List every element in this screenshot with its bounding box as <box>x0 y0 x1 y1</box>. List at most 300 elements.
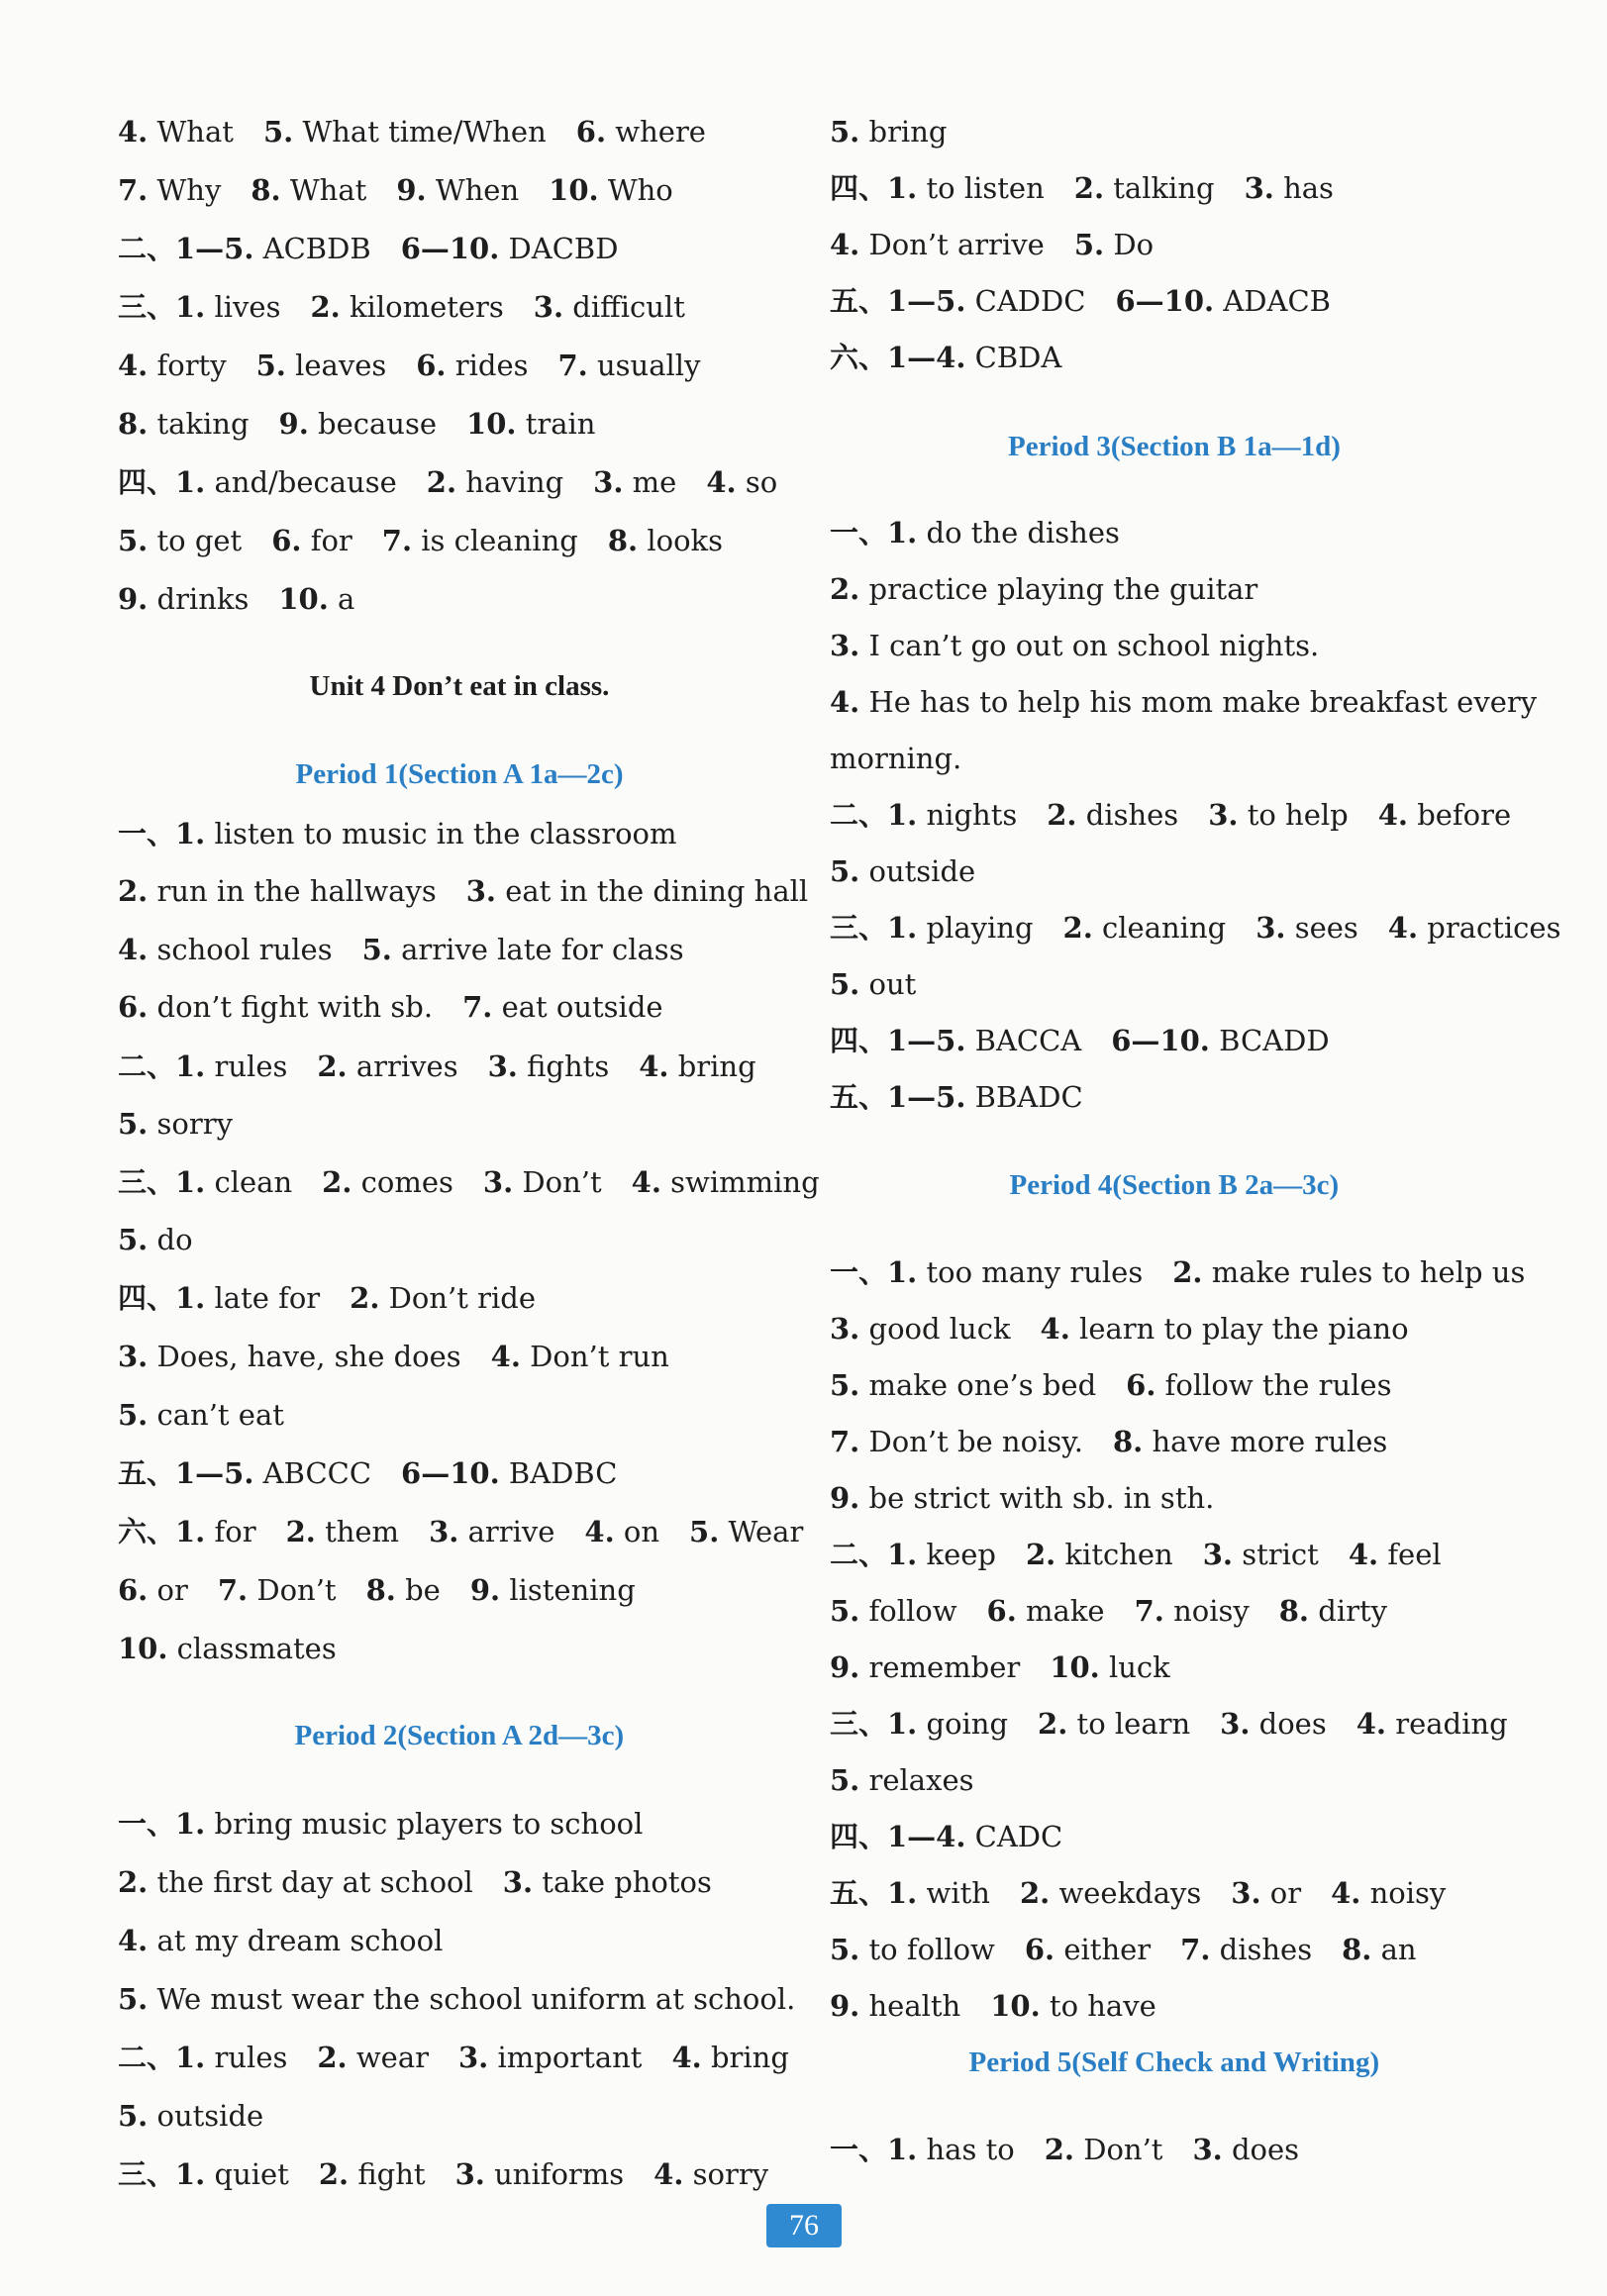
answer-item <box>118 579 249 619</box>
answer-text: Don’t <box>522 1165 602 1199</box>
answer-line <box>118 1104 262 1144</box>
answer-line <box>830 1077 1113 1117</box>
answer-number: 9. <box>830 1481 860 1515</box>
answer-item <box>653 2154 768 2194</box>
answer-item <box>118 229 371 268</box>
answer-number: 3. <box>1208 798 1239 832</box>
answer-text: lives <box>214 290 281 324</box>
answer-text: so <box>745 465 778 499</box>
answer-text: bring <box>868 115 948 149</box>
answer-item <box>593 462 676 502</box>
answer-text: cleaning <box>1102 911 1227 945</box>
answer-number: 7. <box>217 1573 249 1607</box>
answer-item <box>608 521 723 560</box>
answer-text: to have <box>1049 1989 1156 2023</box>
answer-item <box>1245 168 1334 208</box>
answer-text: follow the rules <box>1164 1368 1392 1402</box>
answer-item <box>1074 225 1154 264</box>
answer-item <box>118 1921 443 1960</box>
answer-text: me <box>632 465 677 499</box>
answer-item <box>830 795 1017 835</box>
answer-text: going <box>926 1707 1009 1741</box>
answer-item <box>118 287 280 327</box>
answer-item <box>118 112 234 151</box>
answer-item <box>830 1760 974 1800</box>
answer-number: 4. <box>1377 798 1408 832</box>
answer-line <box>118 1512 833 1551</box>
answer-item <box>830 626 1319 665</box>
answer-text: What time/When <box>302 115 547 149</box>
answer-number: 2. <box>1047 798 1077 832</box>
answer-text: feel <box>1387 1538 1442 1571</box>
answer-text: Don’t <box>256 1573 337 1607</box>
answer-item <box>1047 795 1178 835</box>
answer-text: Do <box>1113 228 1155 261</box>
answer-number: 3. <box>593 465 624 499</box>
period-heading: Period 2(Section A 2d—3c) <box>294 1720 625 1751</box>
answer-text: does <box>1258 1707 1327 1741</box>
answer-number: 2. <box>1172 1255 1203 1289</box>
answer-text: make <box>1026 1594 1105 1628</box>
answer-text: and/because <box>214 465 397 499</box>
answer-text: out <box>868 967 917 1001</box>
answer-line <box>830 1021 1359 1060</box>
answer-number: 2. <box>1038 1707 1068 1741</box>
answer-line <box>118 404 625 444</box>
answer-text: CADDC <box>974 284 1086 318</box>
answer-number: 2. <box>1073 171 1105 205</box>
answer-item <box>990 1986 1156 2026</box>
answer-text: Wear <box>728 1515 804 1548</box>
answer-item <box>1050 1647 1169 1687</box>
answer-item <box>830 513 1120 552</box>
answer-line <box>118 287 715 327</box>
answer-item <box>830 1535 996 1574</box>
answer-item <box>830 1077 1083 1117</box>
answer-line <box>830 1704 1538 1744</box>
answer-number: 三、1. <box>118 2157 206 2191</box>
answer-item <box>1038 1704 1190 1744</box>
answer-number: 7. <box>1134 1594 1164 1628</box>
answer-text: What <box>289 173 367 207</box>
answer-text: quiet <box>214 2157 289 2191</box>
answer-number: 10. <box>466 407 517 441</box>
answer-line <box>118 1453 647 1493</box>
answer-item <box>1388 908 1561 948</box>
answer-item <box>830 1365 1096 1405</box>
answer-text: classmates <box>176 1632 337 1665</box>
answer-text: or <box>1269 1876 1302 1910</box>
answer-item <box>706 462 777 502</box>
answer-item <box>549 170 673 210</box>
answer-item <box>1349 1535 1442 1574</box>
answer-item <box>118 2154 289 2194</box>
answer-item <box>1026 1535 1173 1574</box>
answer-text: noisy <box>1173 1594 1250 1628</box>
answer-item <box>830 1252 1143 1292</box>
answer-text: Does, have, she does <box>156 1340 461 1373</box>
answer-number: 9. <box>830 1650 860 1684</box>
answer-number: 5. <box>830 1933 860 1966</box>
answer-number: 10. <box>118 1632 168 1665</box>
answer-text: relaxes <box>868 1763 974 1797</box>
answer-item <box>118 1570 188 1610</box>
answer-text: sorry <box>692 2157 769 2191</box>
answer-number: 2. <box>426 465 457 499</box>
answer-text: run in the hallways <box>156 874 437 908</box>
answer-line <box>118 987 693 1027</box>
answer-item <box>830 851 975 891</box>
answer-text: practices <box>1427 911 1561 945</box>
answer-number: 5. <box>118 1398 149 1432</box>
answer-text: sorry <box>156 1107 233 1141</box>
answer-text: What <box>156 115 234 149</box>
answer-text: learn to play the piano <box>1079 1312 1409 1346</box>
answer-text: reading <box>1395 1707 1508 1741</box>
answer-text: talking <box>1113 171 1215 205</box>
answer-text: having <box>465 465 564 499</box>
answer-text: noisy <box>1369 1876 1447 1910</box>
answer-number: 5. <box>830 115 860 149</box>
answer-number: 5. <box>830 1368 860 1402</box>
answer-number: 9. <box>278 407 309 441</box>
answer-number: 三、1. <box>118 290 206 324</box>
answer-text: outside <box>868 854 976 888</box>
answer-text: does <box>1231 2133 1300 2166</box>
answer-item <box>830 569 1257 609</box>
answer-item <box>987 1591 1105 1631</box>
answer-text: too many rules <box>926 1255 1144 1289</box>
answer-number: 5. <box>1073 228 1105 261</box>
answer-text: late for <box>214 1281 321 1315</box>
answer-text: to help <box>1247 798 1349 832</box>
answer-item <box>429 1512 554 1551</box>
answer-number: 3. <box>1202 1538 1234 1571</box>
answer-number: 2. <box>317 2041 348 2074</box>
answer-text: has to <box>926 2133 1015 2166</box>
answer-item <box>830 281 1086 321</box>
answer-text: follow <box>868 1594 957 1628</box>
answer-text: an <box>1380 1933 1417 1966</box>
answer-number: 5. <box>361 933 392 966</box>
answer-line <box>830 1252 1555 1292</box>
answer-line <box>118 1337 699 1376</box>
answer-number: 5. <box>118 1982 149 2016</box>
answer-text: DACBD <box>508 232 619 265</box>
answer-number: 一、1. <box>830 2133 918 2166</box>
answer-number: 6—10. <box>1111 1024 1210 1057</box>
answer-number: 五、1—5. <box>830 284 966 318</box>
answer-item <box>830 1309 1011 1348</box>
answer-text: weekdays <box>1058 1876 1202 1910</box>
answer-item <box>458 2038 642 2077</box>
answer-text: the first day at school <box>156 1865 473 1899</box>
answer-number: 8. <box>365 1573 396 1607</box>
answer-number: 7. <box>557 349 588 382</box>
answer-text: on <box>623 1515 660 1548</box>
answer-text: listen to music in the classroom <box>214 817 677 850</box>
answer-line <box>118 229 649 268</box>
answer-line <box>830 338 1091 377</box>
answer-number: 7. <box>1180 1933 1211 1966</box>
answer-number: 4. <box>830 685 860 719</box>
answer-item <box>576 112 706 151</box>
answer-text: bring music players to school <box>214 1807 644 1841</box>
answer-item <box>366 1570 441 1610</box>
answer-text: good luck <box>868 1312 1011 1346</box>
answer-item <box>1192 2130 1299 2169</box>
answer-text: sees <box>1294 911 1358 945</box>
answer-number: 6. <box>271 524 302 557</box>
answer-item <box>118 1862 473 1902</box>
answer-item <box>830 908 1034 948</box>
answer-text: I can’t go out on school nights. <box>868 629 1320 662</box>
answer-number: 2. <box>318 2157 350 2191</box>
answer-line <box>830 1760 1004 1800</box>
answer-line <box>830 1986 1186 2026</box>
answer-number: 四、1. <box>118 1281 206 1315</box>
answer-number: 3. <box>830 1312 860 1346</box>
answer-text: ACBDB <box>262 232 371 265</box>
answer-item <box>1208 795 1349 835</box>
answer-text: He has to help his mom make breakfast every <box>868 685 1538 719</box>
period-heading: Period 4(Section B 2a—3c) <box>1009 1169 1340 1201</box>
answer-text: Don’t <box>1083 2133 1163 2166</box>
answer-number: 5. <box>262 115 294 149</box>
answer-text: practice playing the guitar <box>868 572 1258 606</box>
answer-item <box>830 2130 1015 2169</box>
answer-number: 7. <box>462 990 493 1024</box>
answer-item <box>118 1104 233 1144</box>
answer-number: 5. <box>118 1107 149 1141</box>
answer-item <box>632 1162 820 1202</box>
answer-line <box>830 225 1183 264</box>
answer-item <box>455 2154 625 2194</box>
answer-number: 3. <box>487 1049 518 1083</box>
answer-item <box>118 1804 643 1844</box>
answer-text: be <box>405 1573 441 1607</box>
answer-number: 6. <box>416 349 447 382</box>
period-heading: Period 3(Section B 1a—1d) <box>1008 431 1341 462</box>
answer-item <box>491 1337 669 1376</box>
answer-number: 4. <box>1348 1538 1379 1571</box>
answer-item <box>317 2038 429 2077</box>
answer-item <box>382 521 578 560</box>
answer-item <box>401 1453 617 1493</box>
answer-text: rides <box>454 349 529 382</box>
answer-text: ADACB <box>1223 284 1331 318</box>
answer-text: arrives <box>355 1049 458 1083</box>
answer-item <box>830 964 916 1004</box>
answer-text: Who <box>607 173 673 207</box>
answer-item <box>466 404 595 444</box>
answer-text: eat outside <box>501 990 663 1024</box>
answer-number: 6. <box>118 1573 149 1607</box>
answer-item <box>1113 1422 1387 1461</box>
answer-number: 10. <box>278 582 329 616</box>
answer-number: 7. <box>381 524 413 557</box>
answer-item <box>466 871 808 911</box>
answer-number: 一、1. <box>830 516 918 549</box>
answer-item <box>830 112 947 151</box>
answer-line <box>118 1047 786 1086</box>
answer-text: drinks <box>156 582 250 616</box>
answer-text: rules <box>214 2041 288 2074</box>
answer-text: nights <box>926 798 1018 832</box>
answer-text: them <box>325 1515 400 1548</box>
answer-number: 四、1—5. <box>830 1024 966 1057</box>
answer-line <box>830 1535 1471 1574</box>
answer-number: 5. <box>689 1515 720 1548</box>
answer-line <box>118 112 736 151</box>
answer-item <box>830 1817 1062 1856</box>
answer-text: be strict with sb. in sth. <box>868 1481 1215 1515</box>
answer-number: 一、1. <box>118 1807 206 1841</box>
answer-item <box>462 987 663 1027</box>
answer-line <box>118 814 707 853</box>
answer-item <box>1180 1930 1312 1969</box>
answer-number: 10. <box>549 173 599 207</box>
answer-text: do <box>156 1223 193 1256</box>
answer-item <box>118 1047 287 1086</box>
answer-text: leaves <box>295 349 387 382</box>
answer-item <box>350 1278 536 1318</box>
answer-item <box>256 346 387 385</box>
answer-line <box>830 739 991 778</box>
answer-number: 8. <box>1112 1425 1144 1458</box>
answer-number: 3. <box>502 1865 534 1899</box>
answer-number: 7. <box>830 1425 860 1458</box>
answer-line <box>118 1162 850 1202</box>
answer-item <box>830 168 1045 208</box>
answer-number: 二、1. <box>118 1049 206 1083</box>
answer-item <box>118 930 333 969</box>
answer-line <box>830 851 1005 891</box>
answer-line <box>118 1921 472 1960</box>
answer-item <box>1203 1535 1319 1574</box>
answer-item <box>118 521 242 560</box>
answer-item <box>830 1422 1083 1461</box>
answer-item <box>118 1337 461 1376</box>
answer-number: 3. <box>454 2157 485 2191</box>
answer-item <box>118 814 677 853</box>
answer-number: 四、1. <box>118 465 206 499</box>
answer-number: 4. <box>639 1049 669 1083</box>
answer-text: take photos <box>542 1865 712 1899</box>
answer-number: 4. <box>118 349 149 382</box>
answer-line <box>830 168 1363 208</box>
answer-item <box>118 871 437 911</box>
unit-heading: Unit 4 Don’t eat in class. <box>309 670 610 702</box>
answer-number: 2. <box>1062 911 1093 945</box>
answer-item <box>671 2038 788 2077</box>
answer-number: 4. <box>118 115 149 149</box>
answer-number: 4. <box>671 2041 702 2074</box>
answer-line <box>830 626 1349 665</box>
period-heading: Period 1(Section A 1a—2c) <box>295 758 624 790</box>
answer-item <box>483 1162 602 1202</box>
answer-item <box>396 170 519 210</box>
answer-item <box>1135 1591 1250 1631</box>
answer-text: BBADC <box>974 1080 1083 1114</box>
answer-text: difficult <box>572 290 685 324</box>
answer-text: at my dream school <box>156 1924 444 1957</box>
answer-text: for <box>214 1515 256 1548</box>
answer-item <box>118 170 221 210</box>
answer-item <box>1331 1873 1446 1913</box>
answer-number: 2. <box>285 1515 316 1548</box>
answer-text: forty <box>156 349 227 382</box>
answer-number: 四、1—4. <box>830 1820 966 1853</box>
answer-item <box>263 112 547 151</box>
answer-text: has <box>1283 171 1334 205</box>
answer-item <box>118 404 250 444</box>
answer-number: 5. <box>118 2099 149 2133</box>
answer-item <box>310 287 503 327</box>
answer-item <box>1111 1021 1329 1060</box>
answer-line <box>830 281 1360 321</box>
answer-number: 五、1—5. <box>830 1080 966 1114</box>
answer-item <box>558 346 701 385</box>
answer-line <box>118 1395 314 1435</box>
answer-text: wear <box>355 2041 429 2074</box>
answer-item <box>488 1047 610 1086</box>
answer-item <box>118 1162 292 1202</box>
answer-item <box>470 1570 636 1610</box>
answer-line <box>830 1365 1421 1405</box>
answer-number: 3. <box>830 629 860 662</box>
answer-line <box>830 1930 1447 1969</box>
answer-text: arrive <box>467 1515 555 1548</box>
answer-line <box>830 112 976 151</box>
answer-item <box>118 346 227 385</box>
answer-item <box>118 1979 795 2019</box>
answer-text: can’t eat <box>156 1398 284 1432</box>
answer-number: 9. <box>469 1573 501 1607</box>
answer-text: before <box>1417 798 1512 832</box>
answer-line <box>118 2096 293 2136</box>
answer-line <box>830 795 1541 835</box>
answer-item <box>830 682 1537 722</box>
answer-number: 5. <box>830 1594 860 1628</box>
answer-number: 6. <box>1126 1368 1156 1402</box>
answer-item <box>1172 1252 1525 1292</box>
answer-number: 9. <box>830 1989 860 2023</box>
answer-number: 2. <box>1019 1876 1051 1910</box>
answer-number: 六、1—4. <box>830 341 966 374</box>
answer-number: 一、1. <box>830 1255 918 1289</box>
answer-item <box>1025 1930 1151 1969</box>
answer-text: to get <box>156 524 243 557</box>
answer-item <box>1378 795 1511 835</box>
answer-item <box>1279 1591 1387 1631</box>
answer-number: 8. <box>118 407 149 441</box>
answer-text: arrive late for class <box>401 933 684 966</box>
answer-item <box>1074 168 1215 208</box>
answer-text: morning. <box>830 742 962 775</box>
answer-item <box>118 1629 337 1668</box>
answer-item <box>278 579 354 619</box>
answer-item <box>1342 1930 1416 1969</box>
answer-text: listening <box>509 1573 636 1607</box>
answer-number: 二、1. <box>118 2041 206 2074</box>
answer-text: Don’t ride <box>388 1281 536 1315</box>
answer-text: keep <box>926 1538 996 1571</box>
answer-text: BCADD <box>1219 1024 1330 1057</box>
answer-text: either <box>1063 1933 1152 1966</box>
answer-text: fights <box>527 1049 610 1083</box>
answer-item <box>1020 1873 1201 1913</box>
